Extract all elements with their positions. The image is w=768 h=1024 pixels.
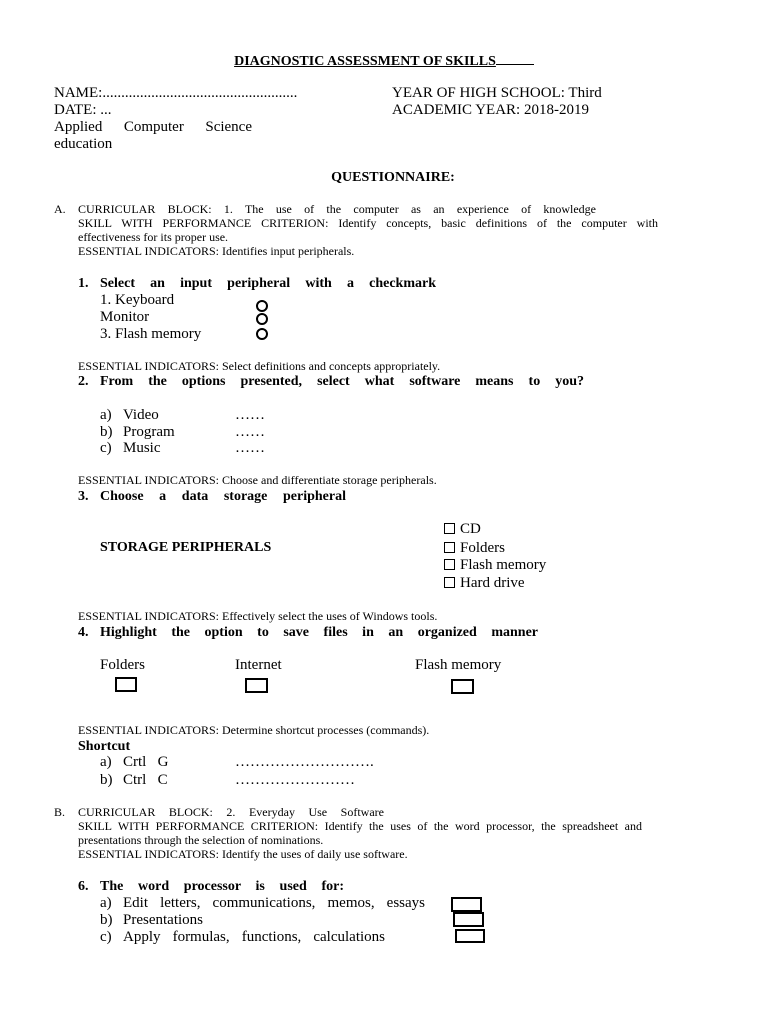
q2-text: From the options presented, select what software means to you? — [100, 374, 584, 389]
q3-option-flash[interactable]: Flash memory — [444, 557, 546, 574]
block-b-skill: SKILL WITH PERFORMANCE CRITERION: Identify the uses of the word processor, the spreadsheet and — [78, 819, 642, 833]
block-b-skill-cont: presentations through the selection of nominations. — [78, 833, 324, 847]
q4-option-flash: Flash memory — [415, 657, 502, 673]
shortcut-indicator: ESSENTIAL INDICATORS: Determine shortcut processes (commands). — [78, 723, 430, 737]
q6-option-b-label: Presentations — [123, 912, 203, 928]
block-a-skill-cont: effectiveness for its proper use. — [78, 230, 229, 244]
q2-indicator: ESSENTIAL INDICATORS: Select definitions and concepts appropriately. — [78, 359, 441, 373]
block-a-curricular: CURRICULAR BLOCK: 1. The use of the computer as an experience of knowledge — [78, 202, 596, 216]
q6-option-a-letter: a) — [100, 895, 112, 911]
q1-text: Select an input peripheral with a checkmark — [100, 276, 436, 291]
q3-number: 3. — [78, 489, 89, 504]
q4-box-flash[interactable] — [451, 679, 474, 694]
shortcut-b-letter: b) — [100, 772, 113, 788]
q4-option-folders: Folders — [100, 657, 145, 673]
block-b-curricular: CURRICULAR BLOCK: 2. Everyday Use Software — [78, 805, 384, 819]
q4-option-internet: Internet — [235, 657, 282, 673]
q1-radio-3[interactable] — [256, 328, 268, 340]
shortcut-a-blank[interactable]: ………………………. — [235, 754, 374, 770]
document-title: DIAGNOSTIC ASSESSMENT OF SKILLS — [0, 52, 768, 70]
q3-indicator: ESSENTIAL INDICATORS: Choose and differentiate storage peripherals. — [78, 473, 437, 487]
subject-line: Applied Computer Science — [54, 119, 252, 135]
q6-option-a-label: Edit letters, communications, memos, essays — [123, 895, 425, 911]
q6-option-b-letter: b) — [100, 912, 113, 928]
shortcut-a-label: Crtl G — [123, 754, 169, 770]
checkbox-icon — [444, 542, 455, 553]
checkbox-icon — [444, 577, 455, 588]
q4-indicator: ESSENTIAL INDICATORS: Effectively select the uses of Windows tools. — [78, 609, 438, 623]
q6-box-c[interactable] — [455, 929, 485, 943]
q6-box-b[interactable] — [453, 912, 484, 927]
q4-text: Highlight the option to save files in an organized manner — [100, 625, 538, 640]
q2-option-a-letter: a) — [100, 407, 112, 423]
q2-option-a-blank[interactable]: …… — [235, 407, 265, 423]
q2-option-b-label: Program — [123, 424, 175, 440]
block-b-indicator: ESSENTIAL INDICATORS: Identify the uses of daily use software. — [78, 847, 408, 861]
block-b-marker: B. — [54, 805, 66, 819]
name-field: NAME:.................................................... — [54, 85, 298, 101]
q2-option-b-blank[interactable]: …… — [235, 424, 265, 440]
q2-option-c-blank[interactable]: …… — [235, 440, 265, 456]
q4-box-folders[interactable] — [115, 677, 137, 692]
shortcut-a-letter: a) — [100, 754, 112, 770]
q1-radio-2[interactable] — [256, 313, 268, 325]
q1-number: 1. — [78, 276, 89, 291]
q3-option-cd[interactable]: CD — [444, 521, 481, 538]
q3-text: Choose a data storage peripheral — [100, 489, 346, 504]
q6-option-c-label: Apply formulas, functions, calculations — [123, 929, 385, 945]
q2-option-c-letter: c) — [100, 440, 112, 456]
q6-number: 6. — [78, 879, 89, 894]
date-field: DATE: ... — [54, 102, 112, 118]
checkbox-icon — [444, 523, 455, 534]
checkbox-icon — [444, 559, 455, 570]
questionnaire-title: QUESTIONNAIRE: — [331, 170, 455, 185]
block-a-marker: A. — [54, 202, 66, 216]
shortcut-heading: Shortcut — [78, 739, 131, 754]
q4-number: 4. — [78, 625, 89, 640]
q2-number: 2. — [78, 374, 89, 389]
q3-heading: STORAGE PERIPHERALS — [100, 540, 272, 555]
q1-option-3: 3. Flash memory — [100, 326, 202, 342]
block-a-indicator: ESSENTIAL INDICATORS: Identifies input peripherals. — [78, 244, 355, 258]
q6-box-a[interactable] — [451, 897, 482, 912]
q1-radio-1[interactable] — [256, 300, 268, 312]
q2-option-c-label: Music — [123, 440, 161, 456]
q1-option-2: Monitor — [100, 309, 150, 325]
subject-line-2: education — [54, 136, 113, 152]
q3-option-hard-drive[interactable]: Hard drive — [444, 575, 525, 592]
q6-option-c-letter: c) — [100, 929, 112, 945]
q2-option-a-label: Video — [123, 407, 159, 423]
q6-text: The word processor is used for: — [100, 879, 344, 894]
year-of-school: YEAR OF HIGH SCHOOL: Third — [392, 85, 602, 101]
academic-year: ACADEMIC YEAR: 2018-2019 — [392, 102, 589, 118]
shortcut-b-label: Ctrl C — [123, 772, 168, 788]
shortcut-b-blank[interactable]: …………………… — [235, 772, 355, 788]
q4-box-internet[interactable] — [245, 678, 268, 693]
q2-option-b-letter: b) — [100, 424, 113, 440]
q3-option-folders[interactable]: Folders — [444, 540, 505, 557]
block-a-skill: SKILL WITH PERFORMANCE CRITERION: Identify concepts, basic definitions of the computer with — [78, 216, 658, 230]
q1-option-1: 1. Keyboard — [100, 292, 175, 308]
